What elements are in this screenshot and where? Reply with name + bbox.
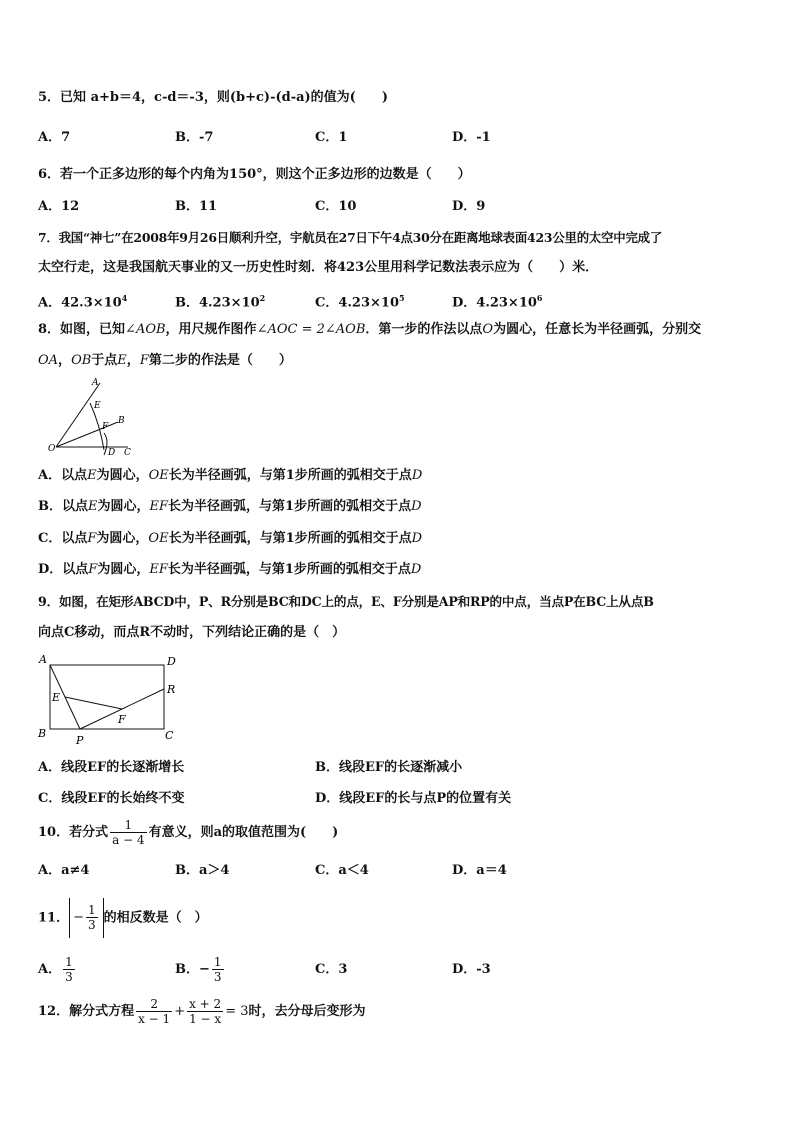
q5-stem: 5．已知 a+b＝4，c-d＝-3，则(b+c)-(d-a)的值为( ) <box>38 90 388 105</box>
ray-oa <box>56 383 100 447</box>
q11-stem: 11． − $\frac{1}{3}$ 的相反数是（ ） <box>38 898 208 939</box>
q9-stem-line2: 向点C移动，而点R不动时，下列结论正确的是（ ） <box>38 625 346 640</box>
q10-option-c: C．a＜4 <box>315 863 369 878</box>
ray-ob <box>56 422 118 447</box>
q12-stem: 12．解分式方程 $\frac{2}{x - 1}$ + $\frac{x + 2}{1 - x}$ = 3时，去分母后变形为 <box>38 997 366 1026</box>
label-f: F <box>118 713 126 726</box>
q5-option-b: B．-7 <box>175 130 214 145</box>
q8-option-c: C．以点F为圆心，OE长为半径画弧，与第1步所画的弧相交于点D <box>38 531 423 546</box>
q8-option-d: D．以点F为圆心，EF长为半径画弧，与第1步所画的弧相交于点D <box>38 562 422 577</box>
q12-fraction-1: $\frac{2}{x - 1}$ <box>138 997 171 1026</box>
label-d: D <box>167 655 176 668</box>
label-c: C <box>124 448 131 458</box>
q5-option-c: C．1 <box>315 130 348 145</box>
q7-stem-line2: 太空行走，这是我国航天事业的又一历史性时刻．将423公里用科学记数法表示应为（ ）米． <box>38 260 599 275</box>
q11-option-c: C．3 <box>315 962 348 977</box>
q8-figure <box>38 375 148 460</box>
q9-option-b: B．线段EF的长逐渐减小 <box>315 760 463 775</box>
q5-option-d: D．-1 <box>452 130 491 145</box>
label-r: R <box>167 683 176 696</box>
label-b: B <box>118 416 125 426</box>
q11-option-d: D．-3 <box>452 962 491 977</box>
label-a: A <box>39 653 47 666</box>
q9-stem-line1: 9．如图，在矩形ABCD中，P、R分别是BC和DC上的点，E、F分别是AP和RP的中点，当点P在BC上从点B <box>38 594 654 609</box>
q11-option-b: B．− $\frac{1}{3}$ <box>175 955 222 984</box>
q6-option-c: C．10 <box>315 199 357 214</box>
q7-option-b: B．$4.23\times 10^2$ <box>175 293 266 311</box>
q10-option-a: A．a≠4 <box>38 863 90 878</box>
q9-figure <box>36 651 186 746</box>
q9-option-c: C．线段EF的长始终不变 <box>38 791 185 806</box>
label-p: P <box>76 734 84 746</box>
label-b: B <box>38 727 47 740</box>
q7-option-d: D．$4.23\times 10^6$ <box>452 293 543 311</box>
segment-ef <box>65 697 122 709</box>
q6-option-d: D．9 <box>452 199 486 214</box>
q11-absolute-value: − $\frac{1}{3}$ <box>69 898 104 938</box>
q8-stem-line1: 8．如图，已知∠AOB，用尺规作图作∠AOC = 2∠AOB．第一步的作法以点O为圆心，任意长为半径画弧，分别交 <box>38 322 702 337</box>
q11-option-a: A． $\frac{1}{3}$ <box>38 955 73 984</box>
q10-fraction: $\frac{1}{a - 4}$ <box>112 818 145 847</box>
q8-option-a: A．以点E为圆心，OE长为半径画弧，与第1步所画的弧相交于点D <box>38 468 423 483</box>
label-e: E <box>94 401 101 411</box>
label-o: O <box>48 444 56 454</box>
label-e: E <box>52 691 61 704</box>
q12-fraction-2: $\frac{x + 2}{1 - x}$ <box>189 997 222 1026</box>
q10-option-b: B．a＞4 <box>175 863 230 878</box>
q10-stem: 10．若分式 $\frac{1}{a - 4}$ 有意义，则a的取值范围为( ) <box>38 818 339 847</box>
q6-option-a: A．12 <box>38 199 80 214</box>
q5-option-a: A．7 <box>38 130 71 145</box>
q6-option-b: B．11 <box>175 199 218 214</box>
q7-option-a: A．$42.3\times 10^4$ <box>38 293 128 311</box>
q8-option-b: B．以点E为圆心，EF长为半径画弧，与第1步所画的弧相交于点D <box>38 499 422 514</box>
label-c: C <box>165 729 174 742</box>
q7-stem-line1: 7．我国“神七”在2008年9月26日顺利升空，宇航员在27日下午4点30分在距离地球表面423公里的太空中完成了 <box>38 230 663 245</box>
q9-option-d: D．线段EF的长与点P的位置有关 <box>315 791 512 806</box>
q10-option-d: D．a＝4 <box>452 863 507 878</box>
q6-stem: 6．若一个正多边形的每个内角为150°，则这个正多边形的边数是（ ） <box>38 167 471 182</box>
label-a: A <box>92 378 99 388</box>
q8-stem-line2: OA，OB于点E，F第二步的作法是（ ） <box>38 353 292 368</box>
q9-option-a: A．线段EF的长逐渐增长 <box>38 760 185 775</box>
q7-option-c: C．$4.23\times 10^5$ <box>315 293 405 311</box>
arc-d <box>104 433 107 455</box>
label-f: F <box>102 422 109 432</box>
label-d: D <box>108 448 116 458</box>
